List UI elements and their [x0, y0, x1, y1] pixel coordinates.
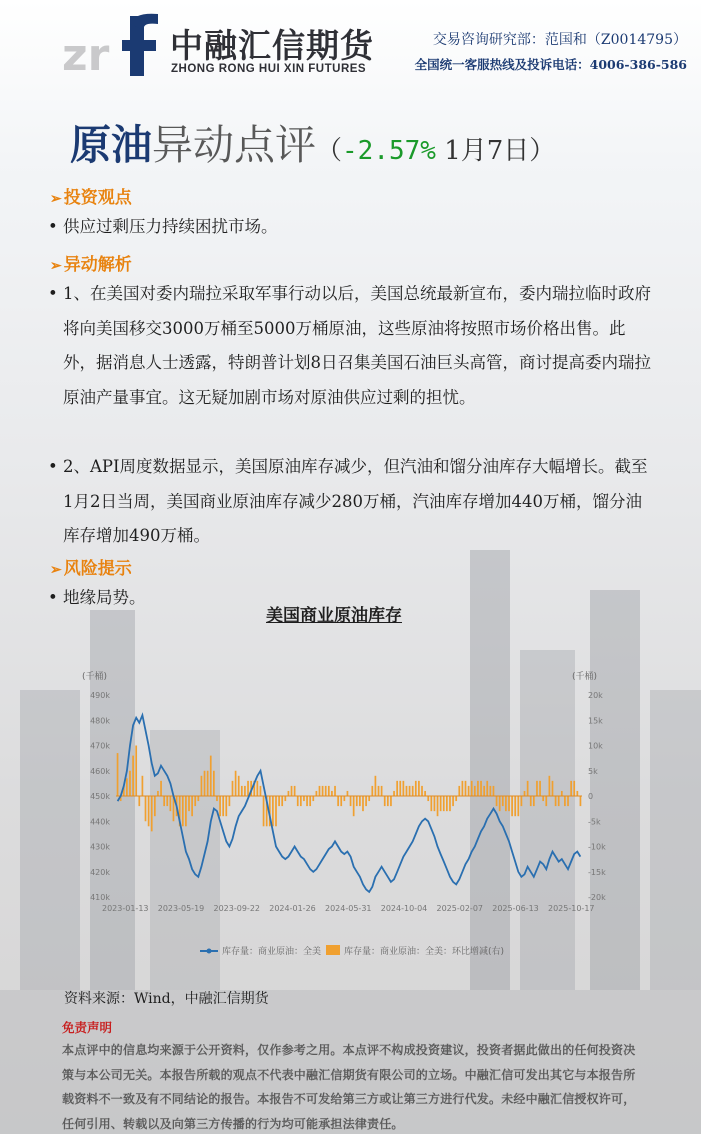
- left-tick-label: 460k: [90, 766, 110, 776]
- inventory-change-bar: [365, 796, 367, 806]
- x-tick-label: 2025-06-13: [492, 904, 539, 913]
- report-header: [0, 0, 701, 95]
- title-paren-open: （: [316, 136, 343, 166]
- inventory-change-bar: [489, 786, 491, 796]
- inventory-change-bar: [384, 796, 386, 806]
- inventory-change-bar: [219, 796, 221, 816]
- inventory-change-bar: [241, 786, 243, 796]
- inventory-change-bar: [378, 786, 380, 796]
- inventory-change-bar: [337, 796, 339, 806]
- inventory-change-bar: [542, 796, 544, 801]
- inventory-change-bar: [561, 791, 563, 796]
- x-tick-label: 2024-01-26: [269, 904, 316, 913]
- inventory-change-bar: [458, 786, 460, 796]
- inventory-change-bar: [359, 796, 361, 806]
- inventory-change-bar: [452, 796, 454, 806]
- inventory-change-bar: [371, 786, 373, 796]
- inventory-change-bar: [343, 796, 345, 801]
- page-title: [70, 112, 555, 171]
- inventory-change-bar: [340, 796, 342, 806]
- inventory-change-bar: [145, 796, 147, 821]
- inventory-change-bar: [300, 796, 302, 806]
- section-heading-view: [50, 183, 132, 208]
- inventory-change-bar: [148, 796, 150, 826]
- inventory-change-bar: [468, 786, 470, 796]
- inventory-change-bar: [430, 796, 432, 811]
- legend-label-level: 库存量：商业原油：全美: [222, 947, 322, 957]
- title-paren-close: ）: [529, 136, 556, 166]
- inventory-change-bar: [446, 796, 448, 811]
- inventory-change-bar: [381, 786, 383, 796]
- inventory-change-bar: [170, 796, 172, 811]
- inventory-change-bar: [440, 796, 442, 811]
- inventory-change-bar: [539, 781, 541, 796]
- left-tick-label: 430k: [90, 842, 110, 852]
- inventory-change-bar: [387, 796, 389, 806]
- inventory-change-bar: [316, 791, 318, 796]
- inventory-change-bar: [368, 796, 370, 801]
- bullet-dot: •: [48, 588, 58, 607]
- inventory-change-bar: [455, 796, 457, 801]
- inventory-change-bar: [356, 796, 358, 806]
- inventory-change-bar: [573, 781, 575, 796]
- inventory-change-bar: [412, 786, 414, 796]
- left-tick-label: 470k: [90, 741, 110, 751]
- inventory-change-bar: [244, 786, 246, 796]
- inventory-change-bar: [281, 796, 283, 806]
- inventory-change-bar: [303, 796, 305, 801]
- analysis-bullet-2: [48, 450, 658, 554]
- section-heading-analysis-label: 异动解析: [63, 255, 132, 275]
- inventory-change-bar: [375, 776, 377, 796]
- right-tick-label: -15k: [588, 867, 606, 877]
- inventory-change-bar: [462, 781, 464, 796]
- inventory-change-bar: [521, 796, 523, 806]
- inventory-change-bar: [238, 776, 240, 796]
- inventory-change-bar: [499, 796, 501, 811]
- left-tick-label: 480k: [90, 716, 110, 726]
- inventory-change-bar: [533, 796, 535, 806]
- inventory-level-line: [118, 715, 581, 892]
- inventory-change-bar: [514, 796, 516, 816]
- section-heading-risk: [50, 554, 132, 579]
- hotline-contact: 全国统一客服热线及投诉电话：4006-386-586: [414, 57, 687, 72]
- inventory-change-bar: [576, 791, 578, 796]
- x-tick-label: 2023-01-13: [102, 904, 149, 913]
- bullet-dot: •: [48, 217, 58, 236]
- left-axis-unit: (千桶): [82, 672, 108, 682]
- inventory-change-bar: [353, 796, 355, 816]
- inventory-change-bar: [393, 791, 395, 796]
- inventory-change-bar: [197, 796, 199, 801]
- inventory-change-bar: [297, 796, 299, 806]
- company-name-cn: 中融汇信期货: [170, 26, 374, 65]
- inventory-change-bar: [552, 781, 554, 796]
- section-heading-view-label: 投资观点: [63, 188, 132, 208]
- view-bullet: [48, 210, 658, 245]
- right-tick-label: 20k: [588, 691, 603, 700]
- inventory-change-bar: [291, 786, 293, 796]
- inventory-change-bar: [334, 786, 336, 796]
- inventory-change-bar: [474, 786, 476, 796]
- view-text: 供应过剩压力持续困扰市场。: [63, 217, 278, 236]
- section-heading-analysis: [50, 250, 132, 275]
- right-tick-label: 0: [588, 792, 594, 801]
- inventory-change-bar: [555, 796, 557, 806]
- bullet-dot: •: [48, 457, 58, 476]
- left-tick-label: 420k: [90, 867, 110, 877]
- inventory-change-bar: [580, 796, 582, 806]
- inventory-change-bar: [362, 796, 364, 811]
- inventory-change-bar: [390, 796, 392, 806]
- bullet-dot: •: [48, 284, 58, 303]
- company-name-en: ZHONG RONG HUI XIN FUTURES: [171, 63, 367, 75]
- inventory-change-bar: [222, 796, 224, 816]
- left-tick-label: 440k: [90, 817, 110, 827]
- analysis-bullet-1: [48, 277, 658, 415]
- inventory-change-bar: [480, 781, 482, 796]
- inventory-change-bar: [288, 791, 290, 796]
- inventory-change-bar: [201, 776, 203, 796]
- right-tick-label: -10k: [588, 842, 606, 852]
- inventory-change-bar: [204, 771, 206, 796]
- inventory-change-bar: [284, 796, 286, 801]
- inventory-change-bar: [558, 796, 560, 806]
- inventory-change-bar: [188, 796, 190, 811]
- disclaimer-text: 本点评中的信息均来源于公开资料，仅作参考之用。本点评不构成投资建议，投资者据此做出的任何投资决策与本公司无关。本报告所载的观点不代表中融汇信期货有限公司的立场。中融汇信可发出其它与本报告所载资料不一致及有不同结论的报告。本报告不可发给第三方或让第三方进行代发。未经中融汇信授权许可，任何引用、转载以及向第三方传播的行为均可能承担法律责任。: [62, 1043, 636, 1131]
- arrow-icon: ➢: [50, 562, 62, 578]
- right-tick-label: 10k: [588, 741, 603, 751]
- right-tick-label: 5k: [588, 766, 598, 776]
- inventory-change-bar: [213, 771, 215, 796]
- left-tick-label: 490k: [90, 691, 110, 700]
- inventory-change-bar: [449, 796, 451, 811]
- inventory-change-bar: [493, 786, 495, 796]
- title-product: 原油: [70, 121, 152, 169]
- inventory-change-bar: [154, 796, 156, 816]
- inventory-change-bar: [471, 781, 473, 796]
- crude-inventory-chart: [82, 665, 622, 965]
- inventory-change-bar: [545, 796, 547, 806]
- inventory-change-bar: [418, 781, 420, 796]
- inventory-change-bar: [511, 796, 513, 816]
- inventory-change-bar: [465, 781, 467, 796]
- inventory-change-bar: [524, 791, 526, 796]
- inventory-change-bar: [207, 771, 209, 796]
- inventory-change-bar: [328, 786, 330, 796]
- inventory-change-bar: [570, 781, 572, 796]
- inventory-change-bar: [443, 796, 445, 811]
- right-tick-label: -5k: [588, 817, 601, 827]
- risk-text: 地缘局势。: [63, 588, 146, 607]
- inventory-change-bar: [427, 796, 429, 801]
- inventory-change-bar: [185, 796, 187, 826]
- inventory-change-bar: [347, 791, 349, 796]
- inventory-change-bar: [129, 771, 131, 796]
- inventory-change-bar: [132, 756, 134, 796]
- inventory-change-bar: [536, 781, 538, 796]
- inventory-change-bar: [306, 796, 308, 806]
- inventory-change-bar: [247, 781, 249, 796]
- inventory-change-bar: [126, 778, 128, 796]
- inventory-change-bar: [191, 796, 193, 816]
- inventory-change-bar: [319, 786, 321, 796]
- inventory-change-bar: [424, 791, 426, 796]
- inventory-change-bar: [275, 796, 277, 826]
- inventory-change-bar: [437, 796, 439, 816]
- inventory-change-bar: [235, 771, 237, 796]
- inventory-change-bar: [403, 781, 405, 796]
- inventory-change-bar: [309, 796, 311, 806]
- title-type: 异动点评: [152, 121, 316, 169]
- left-tick-label: 410k: [90, 893, 110, 902]
- x-tick-label: 2023-05-19: [157, 904, 205, 913]
- inventory-change-bar: [322, 786, 324, 796]
- inventory-change-bar: [477, 781, 479, 796]
- section-heading-risk-label: 风险提示: [63, 559, 132, 579]
- inventory-change-bar: [396, 781, 398, 796]
- analysis-text-1: 1、在美国对委内瑞拉采取军事行动以后，美国总统最新宣布，委内瑞拉临时政府将向美国移交3000万桶至5000万桶原油，这些原油将按照市场价格出售。此外，据消息人士透露，特朗普计划8日召集美国石油巨头高管，商讨提高委内瑞拉原油产量事宜。这无疑加剧市场对原油供应过剩的担忧。: [63, 284, 651, 407]
- inventory-change-bar: [483, 786, 485, 796]
- logo-zr-letters: zr: [62, 30, 110, 78]
- inventory-change-bar: [225, 796, 227, 816]
- title-date: 1月7日: [435, 136, 530, 166]
- inventory-change-bar: [415, 781, 417, 796]
- inventory-change-bar: [216, 796, 218, 801]
- inventory-change-bar: [517, 796, 519, 816]
- x-tick-label: 2024-10-04: [380, 904, 428, 913]
- x-tick-label: 2025-10-17: [548, 904, 595, 913]
- inventory-change-bar: [564, 796, 566, 806]
- inventory-change-bar: [409, 786, 411, 796]
- analysis-text-2: 2、API周度数据显示，美国原油库存减少，但汽油和馏分油库存大幅增长。截至1月2日当周，美国商业原油库存减少280万桶，汽油库存增加440万桶，馏分油库存增加490万桶。: [63, 457, 648, 545]
- inventory-change-bar: [502, 796, 504, 806]
- inventory-change-bar: [142, 776, 144, 796]
- x-tick-label: 2024-05-31: [325, 904, 372, 913]
- inventory-change-bar: [157, 791, 159, 796]
- inventory-change-bar: [260, 786, 262, 796]
- disclaimer-title: 免责声明: [62, 1020, 113, 1035]
- inventory-change-bar: [232, 781, 234, 796]
- arrow-icon: ➢: [50, 258, 62, 274]
- chart-title: 美国商业原油库存: [266, 606, 402, 626]
- inventory-change-bar: [135, 746, 137, 797]
- inventory-change-bar: [567, 796, 569, 806]
- inventory-change-bar: [263, 796, 265, 826]
- right-tick-label: -20k: [588, 893, 606, 902]
- inventory-change-bar: [117, 753, 119, 796]
- inventory-change-bar: [312, 796, 314, 801]
- analyst-contact: 交易咨询研究部：范国和（Z0014795）: [432, 32, 687, 48]
- inventory-change-bar: [151, 796, 153, 831]
- inventory-change-bar: [138, 796, 140, 806]
- inventory-change-bar: [350, 796, 352, 806]
- inventory-change-bar: [530, 796, 532, 806]
- inventory-change-bar: [549, 776, 551, 796]
- inventory-change-bar: [508, 796, 510, 811]
- inventory-change-bar: [496, 796, 498, 806]
- legend-label-change: 库存量：商业原油：全美：环比增减(右): [344, 947, 505, 957]
- inventory-change-bar: [166, 796, 168, 806]
- inventory-change-bar: [325, 786, 327, 796]
- x-tick-label: 2023-09-22: [213, 904, 260, 913]
- inventory-change-bar: [210, 756, 212, 796]
- inventory-change-bar: [163, 796, 165, 806]
- inventory-change-bar: [527, 781, 529, 796]
- inventory-change-bar: [160, 781, 162, 796]
- inventory-change-bar: [421, 786, 423, 796]
- inventory-change-bar: [331, 791, 333, 796]
- inventory-change-bar: [278, 796, 280, 806]
- inventory-change-bar: [194, 796, 196, 806]
- title-change: -2.57%: [342, 136, 436, 166]
- right-axis-unit: (千桶): [572, 672, 598, 682]
- left-tick-label: 450k: [90, 792, 110, 801]
- inventory-change-bar: [294, 786, 296, 796]
- data-source: 资料来源：Wind，中融汇信期货: [64, 991, 269, 1007]
- inventory-change-bar: [399, 781, 401, 796]
- inventory-change-bar: [272, 796, 274, 826]
- inventory-change-bar: [256, 781, 258, 796]
- company-logo-icon: [62, 12, 162, 78]
- arrow-icon: ➢: [50, 191, 62, 207]
- legend-bar-swatch: [326, 945, 340, 955]
- inventory-change-bar: [182, 796, 184, 826]
- x-tick-label: 2025-02-07: [436, 904, 483, 913]
- inventory-change-bar: [406, 786, 408, 796]
- legend-line-marker: [207, 949, 212, 954]
- right-tick-label: 15k: [588, 716, 603, 726]
- inventory-change-bar: [486, 781, 488, 796]
- inventory-change-bar: [229, 796, 231, 806]
- inventory-change-bar: [434, 796, 436, 811]
- inventory-change-bar: [505, 796, 507, 811]
